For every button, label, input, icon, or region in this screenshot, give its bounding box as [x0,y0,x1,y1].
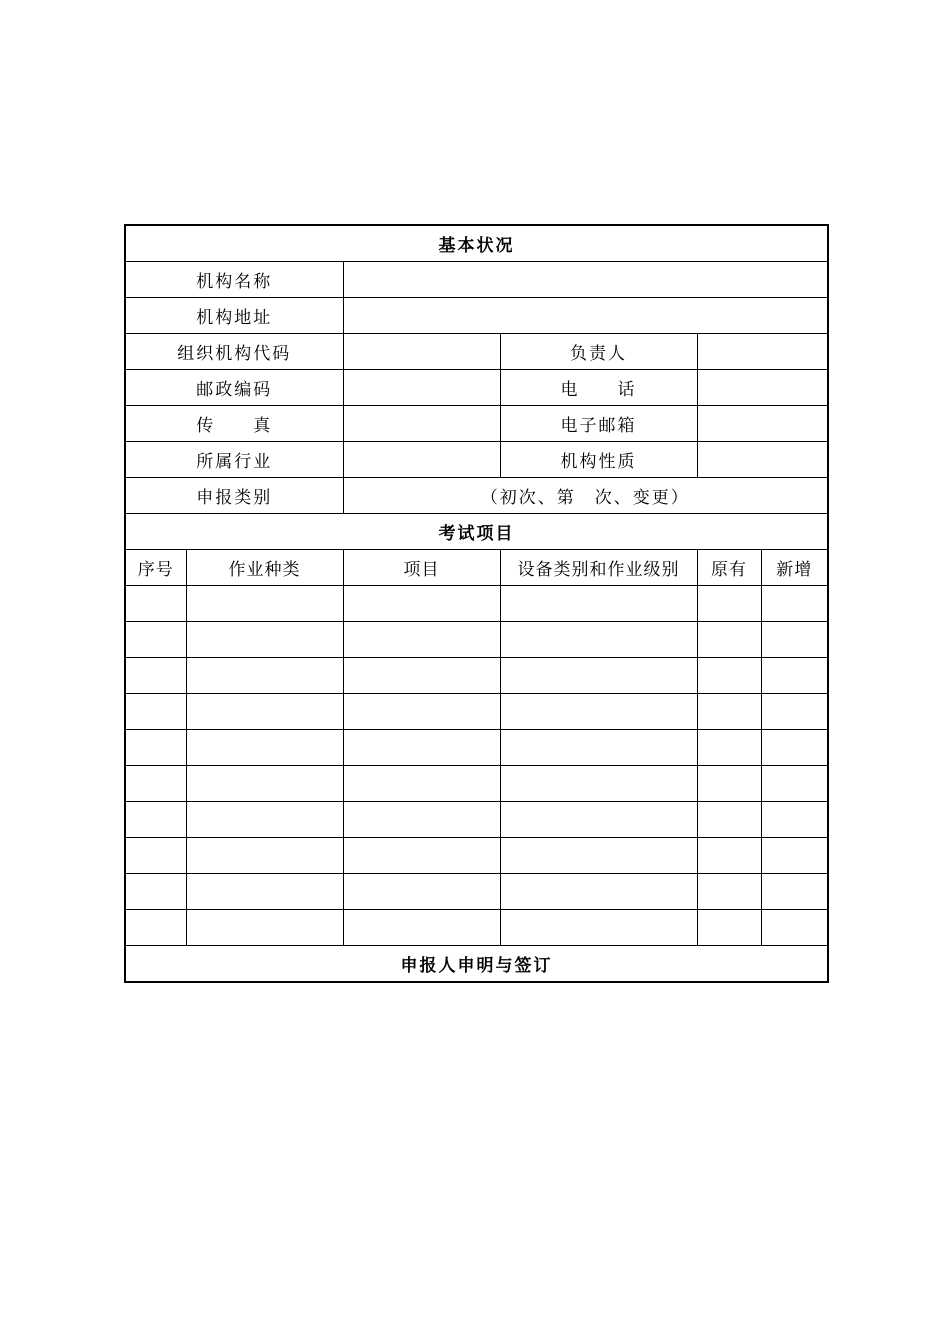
cell-item[interactable] [343,910,500,946]
basic-section-row [125,225,828,262]
cell-item[interactable] [343,658,500,694]
exam-row [125,622,828,658]
cell-seq[interactable] [125,586,186,622]
cell-item[interactable] [343,874,500,910]
form-table [124,224,829,983]
cell-item[interactable] [343,766,500,802]
apply-type-row [125,478,828,514]
header-work-type: 作业种类 [186,550,343,586]
cell-new[interactable] [761,694,828,730]
application-form [124,224,827,983]
cell-new[interactable] [761,658,828,694]
exam-row [125,586,828,622]
cell-existing[interactable] [697,658,761,694]
fax-field[interactable] [343,406,500,442]
cell-seq[interactable] [125,838,186,874]
org-code-row [125,334,828,370]
org-address-field[interactable] [343,298,828,334]
exam-row [125,694,828,730]
cell-new[interactable] [761,838,828,874]
cell-new[interactable] [761,874,828,910]
org-address-row [125,298,828,334]
cell-new[interactable] [761,766,828,802]
postcode-row [125,370,828,406]
cell-item[interactable] [343,694,500,730]
header-existing: 原有 [697,550,761,586]
cell-seq[interactable] [125,658,186,694]
cell-equipment-level[interactable] [500,730,697,766]
cell-item[interactable] [343,586,500,622]
exam-rows [125,586,828,946]
principal-field[interactable] [697,334,828,370]
section-title-basic: 基本状况 [125,225,828,262]
cell-work-type[interactable] [186,658,343,694]
cell-item[interactable] [343,838,500,874]
declaration-section-row [125,946,828,983]
org-name-row [125,262,828,298]
cell-work-type[interactable] [186,910,343,946]
cell-work-type[interactable] [186,874,343,910]
industry-row [125,442,828,478]
cell-equipment-level[interactable] [500,766,697,802]
cell-seq[interactable] [125,910,186,946]
cell-equipment-level[interactable] [500,586,697,622]
header-item: 项目 [343,550,500,586]
cell-equipment-level[interactable] [500,910,697,946]
cell-seq[interactable] [125,874,186,910]
cell-equipment-level[interactable] [500,622,697,658]
exam-row [125,802,828,838]
cell-item[interactable] [343,622,500,658]
fax-row [125,406,828,442]
exam-row [125,658,828,694]
cell-new[interactable] [761,910,828,946]
apply-type-options[interactable]: （初次、第 次、变更） [343,478,828,514]
exam-section-row [125,514,828,550]
cell-work-type[interactable] [186,766,343,802]
cell-existing[interactable] [697,838,761,874]
cell-work-type[interactable] [186,730,343,766]
exam-row [125,766,828,802]
org-name-label: 机构名称 [125,262,343,298]
exam-header-row [125,550,828,586]
cell-seq[interactable] [125,766,186,802]
fax-label: 传 真 [125,406,343,442]
cell-equipment-level[interactable] [500,874,697,910]
cell-existing[interactable] [697,802,761,838]
exam-row [125,838,828,874]
cell-new[interactable] [761,802,828,838]
cell-equipment-level[interactable] [500,838,697,874]
org-nature-label: 机构性质 [500,442,697,478]
cell-seq[interactable] [125,622,186,658]
cell-item[interactable] [343,730,500,766]
org-name-field[interactable] [343,262,828,298]
cell-equipment-level[interactable] [500,802,697,838]
cell-equipment-level[interactable] [500,658,697,694]
section-title-exam: 考试项目 [125,514,828,550]
industry-field[interactable] [343,442,500,478]
email-label: 电子邮箱 [500,406,697,442]
cell-existing[interactable] [697,766,761,802]
principal-label: 负责人 [500,334,697,370]
exam-row [125,730,828,766]
exam-row [125,910,828,946]
header-new: 新增 [761,550,828,586]
cell-work-type[interactable] [186,694,343,730]
postcode-label: 邮政编码 [125,370,343,406]
industry-label: 所属行业 [125,442,343,478]
org-code-label: 组织机构代码 [125,334,343,370]
cell-existing[interactable] [697,730,761,766]
cell-seq[interactable] [125,802,186,838]
org-nature-field[interactable] [697,442,828,478]
apply-type-label: 申报类别 [125,478,343,514]
exam-row [125,874,828,910]
section-title-declaration: 申报人申明与签订 [125,946,828,983]
cell-work-type[interactable] [186,802,343,838]
header-seq: 序号 [125,550,186,586]
cell-new[interactable] [761,586,828,622]
header-equipment-level: 设备类别和作业级别 [500,550,697,586]
cell-equipment-level[interactable] [500,694,697,730]
cell-seq[interactable] [125,730,186,766]
cell-existing[interactable] [697,874,761,910]
cell-work-type[interactable] [186,622,343,658]
phone-label: 电 话 [500,370,697,406]
email-field[interactable] [697,406,828,442]
cell-existing[interactable] [697,910,761,946]
cell-seq[interactable] [125,694,186,730]
cell-item[interactable] [343,802,500,838]
org-address-label: 机构地址 [125,298,343,334]
cell-existing[interactable] [697,586,761,622]
cell-work-type[interactable] [186,838,343,874]
cell-existing[interactable] [697,622,761,658]
postcode-field[interactable] [343,370,500,406]
cell-new[interactable] [761,730,828,766]
org-code-field[interactable] [343,334,500,370]
phone-field[interactable] [697,370,828,406]
cell-new[interactable] [761,622,828,658]
cell-work-type[interactable] [186,586,343,622]
cell-existing[interactable] [697,694,761,730]
